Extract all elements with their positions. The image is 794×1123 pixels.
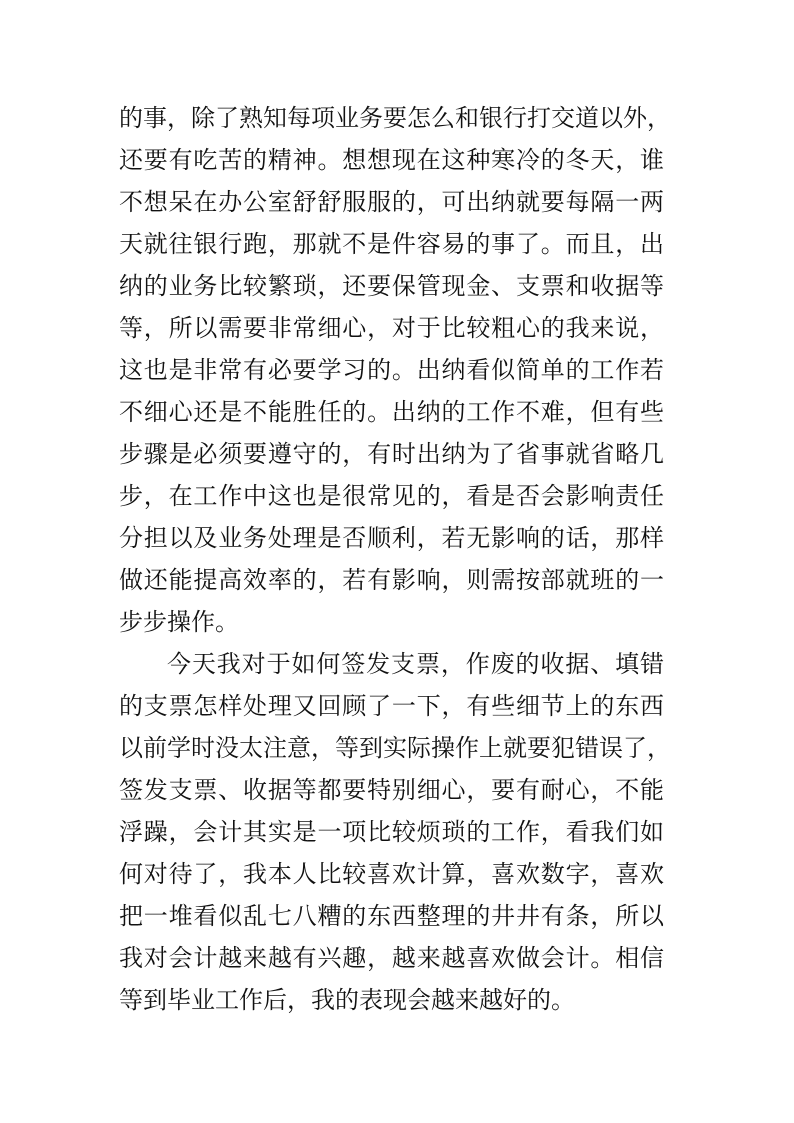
text-line: 的事，除了熟知每项业务要怎么和银行打交道以外， bbox=[119, 104, 671, 132]
text-line: 分担以及业务处理是否顺利，若无影响的话，那样 bbox=[119, 524, 664, 552]
text-line: 不想呆在办公室舒舒服服的，可出纳就要每隔一两 bbox=[119, 188, 664, 216]
text-line: 今天我对于如何签发支票，作废的收据、填错 bbox=[167, 650, 664, 678]
text-line: 以前学时没太注意，等到实际操作上就要犯错误了， bbox=[119, 734, 671, 762]
text-line: 天就往银行跑，那就不是件容易的事了。而且，出 bbox=[119, 230, 664, 258]
text-line: 这也是非常有必要学习的。出纳看似简单的工作若 bbox=[119, 356, 664, 384]
text-line: 浮躁，会计其实是一项比较烦琐的工作，看我们如 bbox=[119, 818, 664, 846]
text-line: 把一堆看似乱七八糟的东西整理的井井有条，所以 bbox=[119, 902, 664, 930]
text-line: 我对会计越来越有兴趣，越来越喜欢做会计。相信 bbox=[119, 944, 664, 972]
text-line: 的支票怎样处理又回顾了一下，有些细节上的东西 bbox=[119, 692, 664, 720]
text-line: 步步操作。 bbox=[119, 608, 239, 636]
text-line: 步骤是必须要遵守的，有时出纳为了省事就省略几 bbox=[119, 440, 664, 468]
text-line: 还要有吃苦的精神。想想现在这种寒冷的冬天，谁 bbox=[119, 146, 664, 174]
text-line: 等，所以需要非常细心，对于比较粗心的我来说， bbox=[119, 314, 664, 342]
text-line: 做还能提高效率的，若有影响，则需按部就班的一 bbox=[119, 566, 664, 594]
text-line: 等到毕业工作后，我的表现会越来越好的。 bbox=[119, 986, 575, 1014]
paragraph bbox=[119, 643, 671, 1021]
text-line: 步，在工作中这也是很常见的，看是否会影响责任 bbox=[119, 482, 664, 510]
paragraph bbox=[119, 97, 671, 643]
text-line: 不细心还是不能胜任的。出纳的工作不难，但有些 bbox=[119, 398, 664, 426]
text-line: 何对待了，我本人比较喜欢计算，喜欢数字，喜欢 bbox=[119, 860, 664, 888]
text-line: 纳的业务比较繁琐，还要保管现金、支票和收据等 bbox=[119, 272, 664, 300]
body-text bbox=[119, 97, 671, 1021]
text-line: 签发支票、收据等都要特别细心，要有耐心，不能 bbox=[119, 776, 664, 804]
